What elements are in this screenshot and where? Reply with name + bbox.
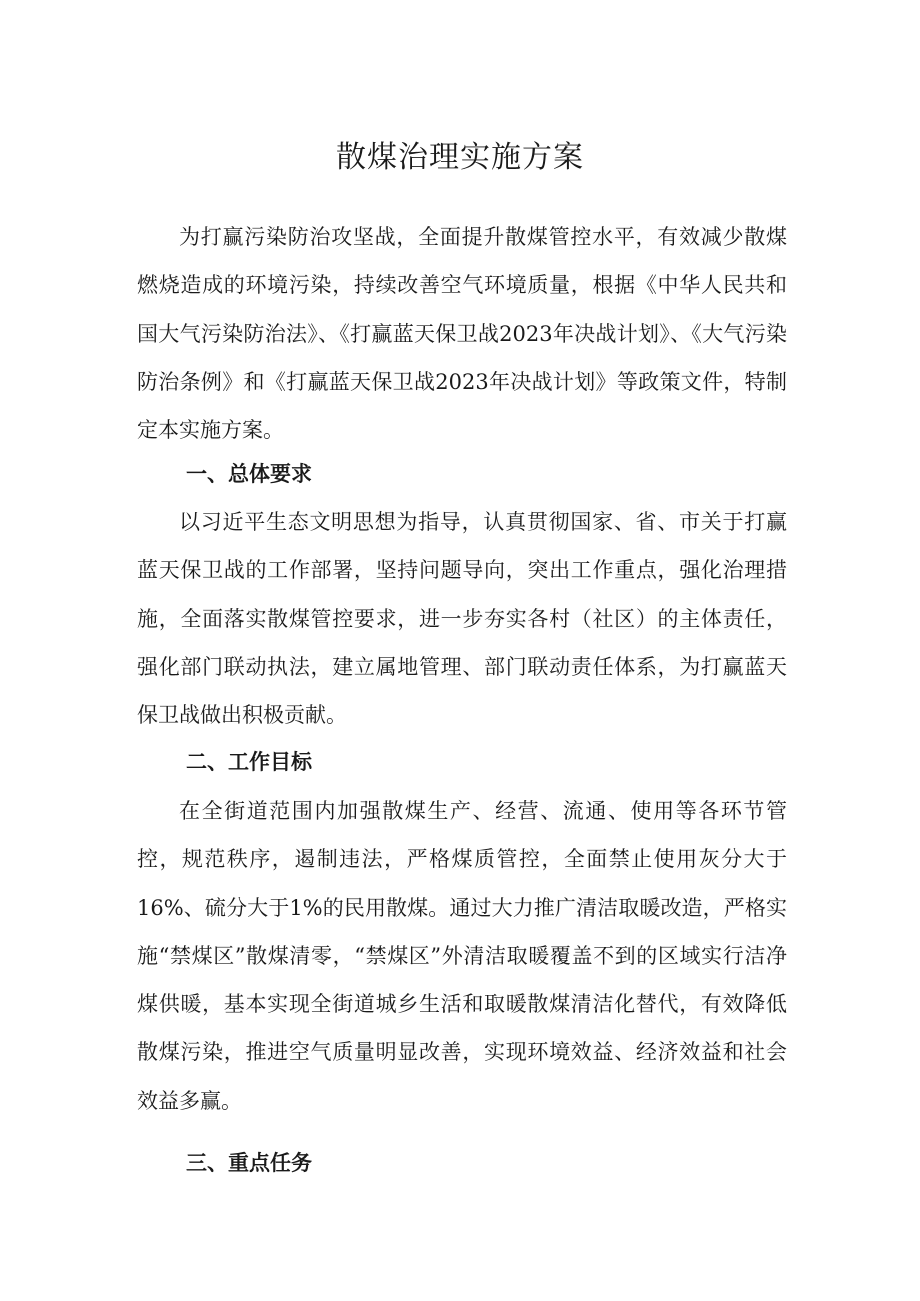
document-title: 散煤治理实施方案 bbox=[336, 140, 584, 175]
section-body-general-requirements: 以习近平生态文明思想为指导，认真贯彻国家、省、市关于打赢蓝天保卫战的工作部署，坚持问题导向，突出工作重点，强化治理措施，全面落实散煤管控要求，进一步夯实各村（社区）的主体责任，强化部门联动执法，建立属地管理、部门联动责任体系，为打赢蓝天保卫战做出积极贡献。 bbox=[137, 510, 787, 728]
section-heading-key-tasks: 三、重点任务 bbox=[186, 1151, 312, 1175]
section-body-work-goals: 在全街道范围内加强散煤生产、经营、流通、使用等各环节管控，规范秩序，遏制违法，严格煤质管控，全面禁止使用灰分大于16%、硫分大于1%的民用散煤。通过大力推广清洁取暖改造，严格实施“禁煤区”散煤清零，“禁煤区”外清洁取暖覆盖不到的区域实行洁净煤供暖，基本实现全街道城乡生活和取暖散煤清洁化替代，有效降低散煤污染，推进空气质量明显改善，实现环境效益、经济效益和社会效益多赢。 bbox=[137, 799, 787, 1113]
section-heading-work-goals: 二、工作目标 bbox=[186, 750, 312, 774]
intro-paragraph: 为打赢污染防治攻坚战，全面提升散煤管控水平，有效减少散煤燃烧造成的环境污染，持续改善空气环境质量，根据《中华人民共和国大气污染防治法》、《打赢蓝天保卫战2023年决战计划》、《大气污染防治条例》和《打赢蓝天保卫战2023年决战计划》等政策文件，特制定本实施方案。 bbox=[137, 225, 787, 443]
section-heading-general-requirements: 一、总体要求 bbox=[186, 462, 312, 486]
